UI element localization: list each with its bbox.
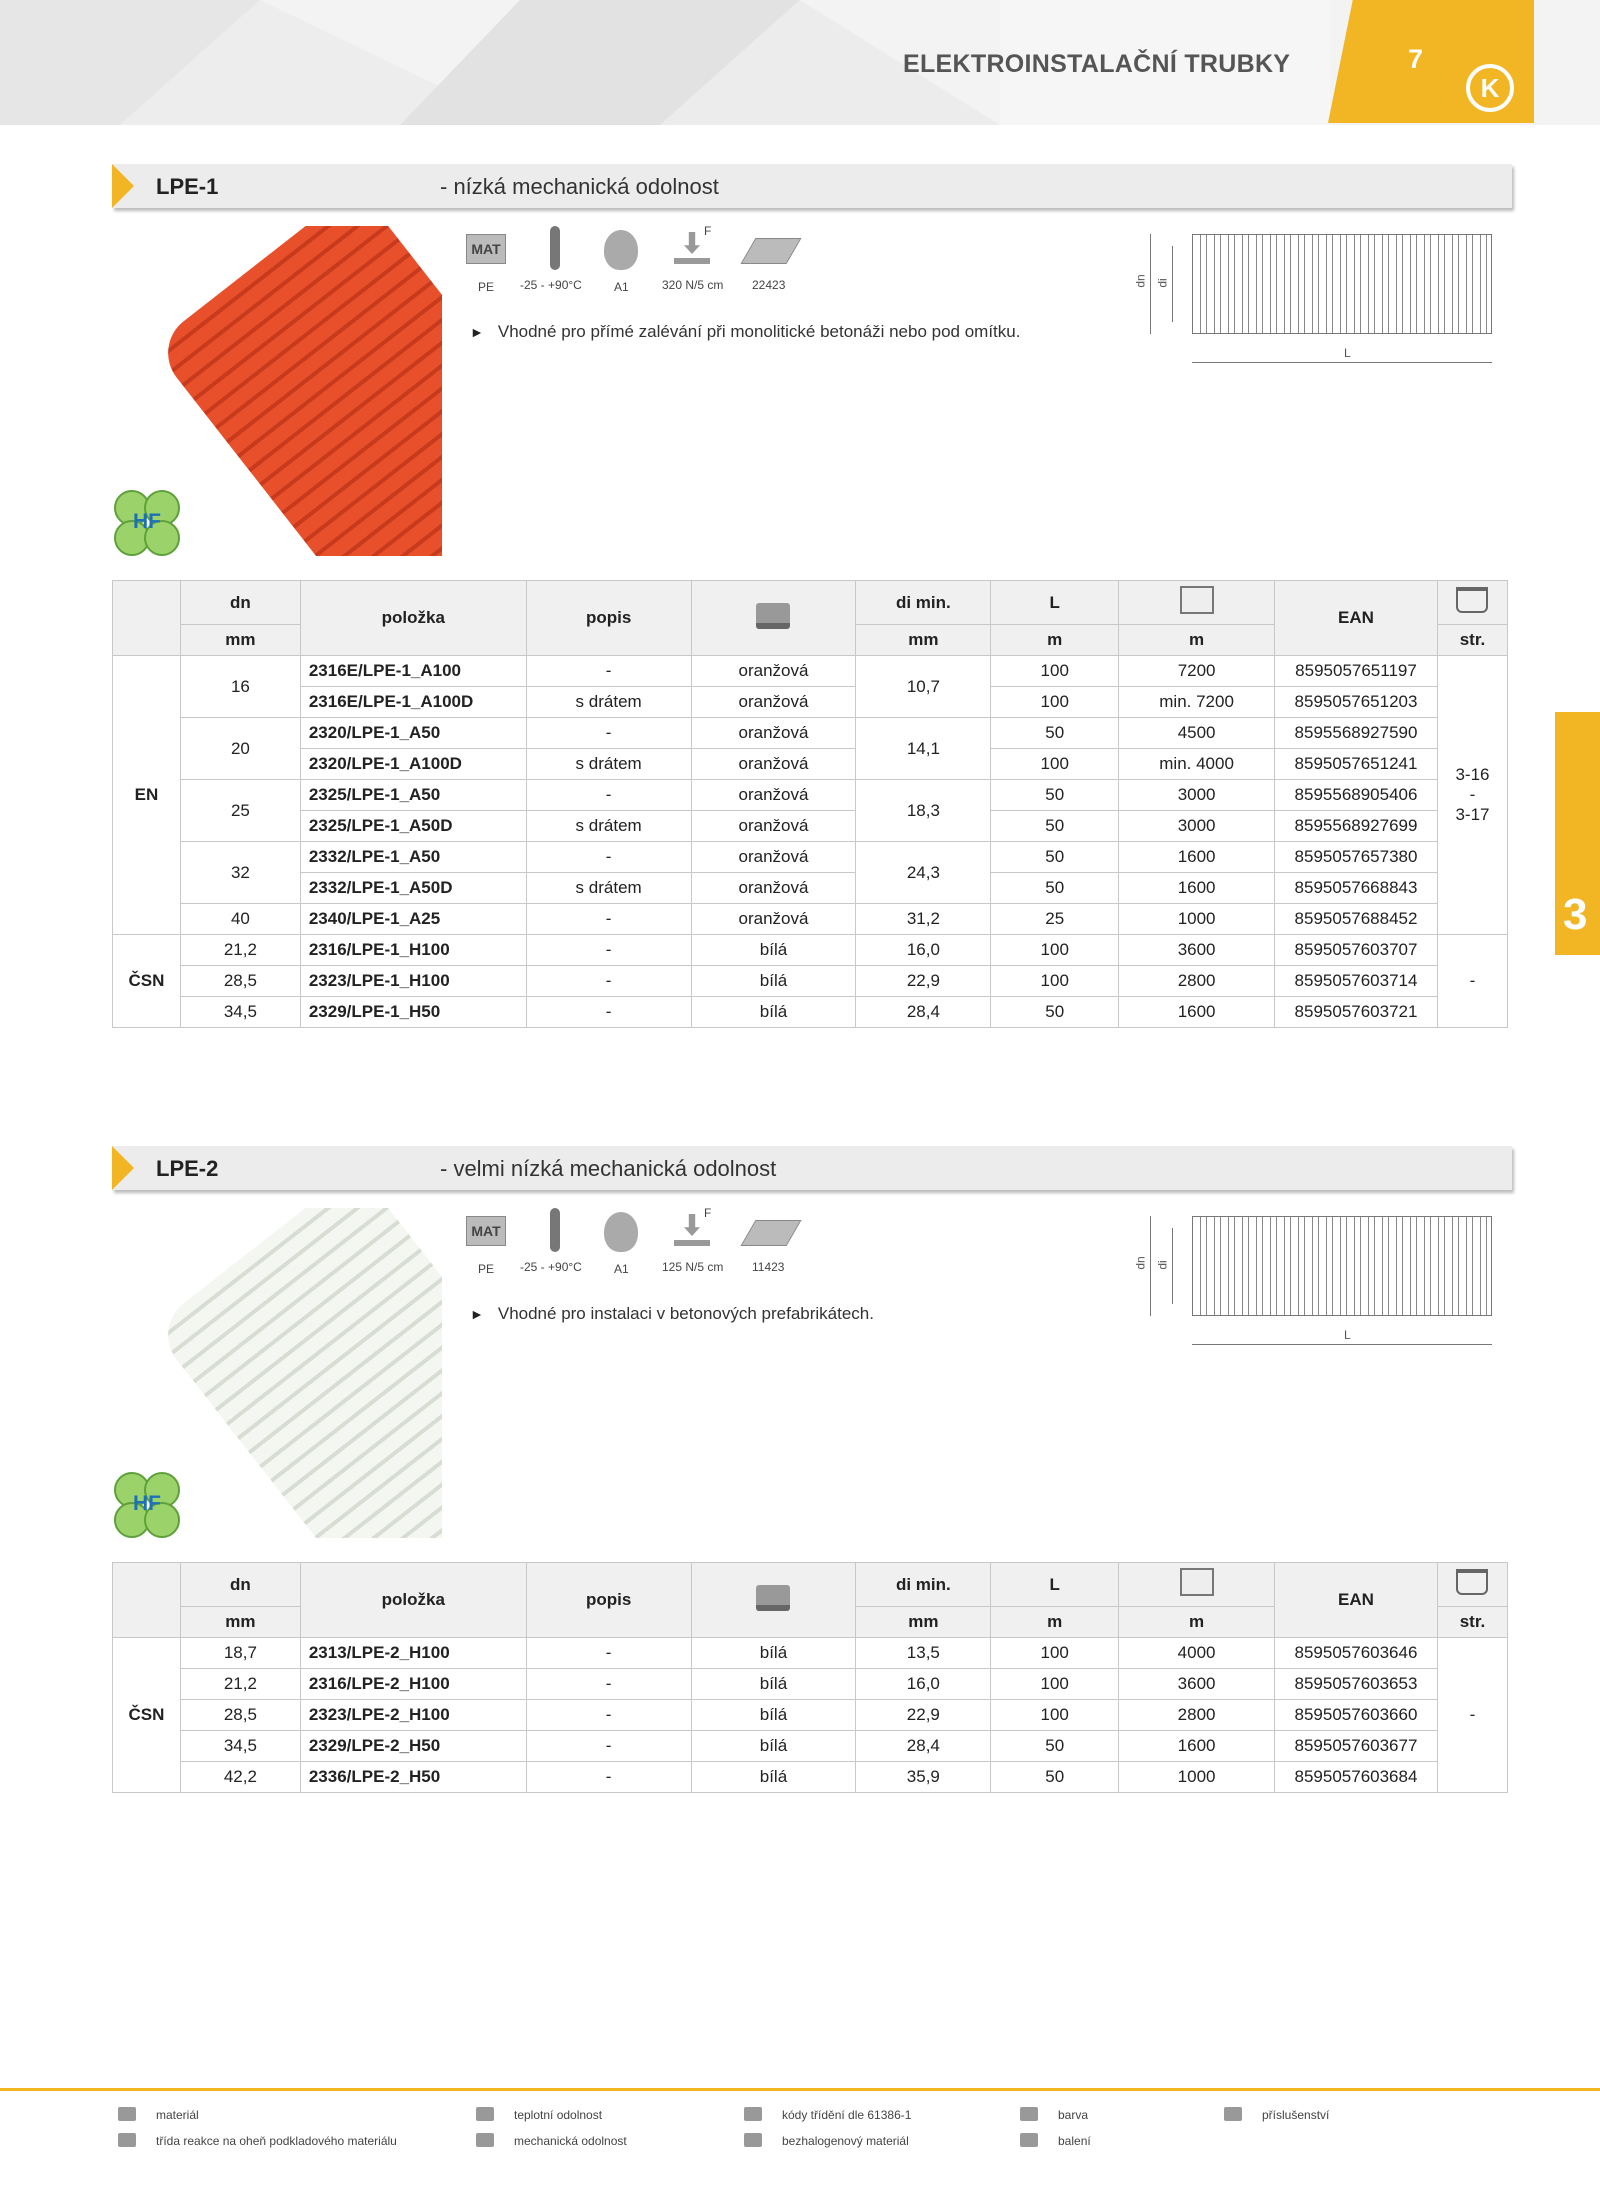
dn-cell: 28,5: [180, 1700, 300, 1731]
length-cell: 100: [991, 1700, 1119, 1731]
dn-cell: 32: [180, 842, 300, 904]
header-package-unit: m: [1119, 625, 1275, 656]
color-cell: oranžová: [691, 687, 856, 718]
dn-cell: 28,5: [180, 966, 300, 997]
section-description: - velmi nízká mechanická odolnost: [440, 1156, 777, 1181]
legend-label: barva: [1058, 2108, 1089, 2122]
material-icon: MAT: [466, 1216, 506, 1246]
header-ean: EAN: [1275, 1563, 1438, 1638]
section-arrow-icon: [112, 164, 134, 208]
page-number: 7: [1408, 44, 1424, 74]
length-cell: 100: [991, 656, 1119, 687]
description-cell: -: [526, 656, 691, 687]
di-cell: 13,5: [856, 1638, 991, 1669]
table-row: [113, 997, 1508, 1028]
icons-row-lpe1: [462, 226, 812, 306]
header-dn: dn: [180, 1563, 300, 1607]
header-color: [691, 581, 856, 656]
table-row: [113, 811, 1508, 842]
package-cell: 1600: [1119, 873, 1275, 904]
ean-cell: 8595057603653: [1275, 1669, 1438, 1700]
di-cell: 18,3: [856, 780, 991, 842]
length-cell: 50: [991, 997, 1119, 1028]
table-row: [113, 1638, 1508, 1669]
item-cell: 2332/LPE-1_A50: [300, 842, 526, 873]
header-di-unit: mm: [856, 1607, 991, 1638]
description-cell: s drátem: [526, 749, 691, 780]
dn-cell: 34,5: [180, 1731, 300, 1762]
header-dn: dn: [180, 581, 300, 625]
di-cell: 28,4: [856, 1731, 991, 1762]
length-cell: 50: [991, 718, 1119, 749]
thermometer-icon: [550, 1208, 560, 1252]
di-cell: 22,9: [856, 966, 991, 997]
package-cell: 1600: [1119, 1731, 1275, 1762]
di-cell: 10,7: [856, 656, 991, 718]
table-row: [113, 842, 1508, 873]
length-cell: 50: [991, 1731, 1119, 1762]
package-cell: 3600: [1119, 935, 1275, 966]
dn-cell: 16: [180, 656, 300, 718]
class-code-icon: [740, 238, 801, 264]
length-cell: 100: [991, 1669, 1119, 1700]
class-code-value: 11423: [752, 1260, 785, 1274]
tube-drawing: [1192, 1216, 1492, 1316]
table-row: [113, 904, 1508, 935]
package-icon: [1020, 2133, 1038, 2147]
class-code-value: 22423: [752, 278, 786, 292]
item-cell: 2336/LPE-2_H50: [300, 1762, 526, 1793]
length-cell: 25: [991, 904, 1119, 935]
legend-label: příslušenství: [1262, 2108, 1330, 2122]
description-cell: s drátem: [526, 873, 691, 904]
force-icon: [476, 2133, 494, 2147]
description-cell: -: [526, 842, 691, 873]
item-cell: 2329/LPE-1_H50: [300, 997, 526, 1028]
color-cell: bílá: [691, 966, 856, 997]
force-icon: F: [674, 1214, 710, 1250]
description-cell: -: [526, 1669, 691, 1700]
cart-icon: [1456, 1569, 1488, 1595]
ean-cell: 8595057603646: [1275, 1638, 1438, 1669]
group-label: ČSN: [113, 935, 181, 1028]
color-cell: bílá: [691, 997, 856, 1028]
legend-label: kódy třídění dle 61386-1: [782, 2108, 912, 2122]
item-cell: 2316E/LPE-1_A100: [300, 656, 526, 687]
header-title: ELEKTROINSTALAČNÍ TRUBKY: [903, 50, 1291, 78]
dn-label: dn: [1133, 1256, 1148, 1270]
ean-cell: 8595057603677: [1275, 1731, 1438, 1762]
item-cell: 2340/LPE-1_A25: [300, 904, 526, 935]
section-bar-lpe2: [112, 1146, 1512, 1190]
description-cell: -: [526, 997, 691, 1028]
ean-cell: 8595057603684: [1275, 1762, 1438, 1793]
company-logo: [1466, 64, 1514, 112]
header-accessories: [1437, 1563, 1507, 1607]
di-cell: 24,3: [856, 842, 991, 904]
table-row: [113, 935, 1508, 966]
group-label: ČSN: [113, 1638, 181, 1793]
header-description: popis: [526, 581, 691, 656]
header-ean: EAN: [1275, 581, 1438, 656]
ean-cell: 8595568927590: [1275, 718, 1438, 749]
di-cell: 28,4: [856, 997, 991, 1028]
package-cell: 4000: [1119, 1638, 1275, 1669]
table-row: [113, 1731, 1508, 1762]
ean-cell: 8595057651241: [1275, 749, 1438, 780]
header-length-unit: m: [991, 1607, 1119, 1638]
package-cell: 1600: [1119, 842, 1275, 873]
hf-icon: [744, 2133, 762, 2147]
length-cell: 100: [991, 935, 1119, 966]
color-cell: bílá: [691, 935, 856, 966]
length-cell: 100: [991, 966, 1119, 997]
length-cell: 50: [991, 1762, 1119, 1793]
legend-label: třída reakce na oheň podkladového materiálu: [156, 2134, 397, 2148]
description-cell: s drátem: [526, 811, 691, 842]
length-cell: 100: [991, 687, 1119, 718]
header-accessories: [1437, 581, 1507, 625]
spec-table-lpe1: [112, 580, 1508, 1028]
header-length-unit: m: [991, 625, 1119, 656]
table-row: [113, 1762, 1508, 1793]
header-str: str.: [1437, 1607, 1507, 1638]
di-label: di: [1155, 278, 1170, 288]
dn-cell: 20: [180, 718, 300, 780]
header-di: di min.: [856, 1563, 991, 1607]
group-label: EN: [113, 656, 181, 935]
logo-letter: K: [1480, 73, 1500, 103]
ean-cell: 8595057651203: [1275, 687, 1438, 718]
ean-cell: 8595057603721: [1275, 997, 1438, 1028]
icons-row-lpe2: [462, 1208, 812, 1288]
description-cell: -: [526, 1638, 691, 1669]
table-row: [113, 780, 1508, 811]
header-di: di min.: [856, 581, 991, 625]
thermometer-icon: [476, 2107, 494, 2121]
header-dn-unit: mm: [180, 1607, 300, 1638]
force-value: 125 N/5 cm: [662, 1260, 724, 1274]
di-cell: 14,1: [856, 718, 991, 780]
ean-cell: 8595057603714: [1275, 966, 1438, 997]
material-value: PE: [478, 1262, 495, 1276]
bullet-arrow-icon: ►: [470, 1306, 484, 1322]
description-cell: -: [526, 935, 691, 966]
description-cell: -: [526, 966, 691, 997]
package-icon: [1180, 586, 1214, 614]
package-cell: 1600: [1119, 997, 1275, 1028]
dn-cell: 42,2: [180, 1762, 300, 1793]
description-cell: -: [526, 780, 691, 811]
package-cell: min. 4000: [1119, 749, 1275, 780]
header-di-unit: mm: [856, 625, 991, 656]
legend-label: materiál: [156, 2108, 199, 2122]
pipe-shape: [152, 1208, 442, 1538]
package-cell: 3000: [1119, 811, 1275, 842]
di-cell: 16,0: [856, 935, 991, 966]
length-cell: 50: [991, 780, 1119, 811]
color-icon: [756, 1585, 790, 1611]
item-cell: 2316/LPE-1_H100: [300, 935, 526, 966]
di-cell: 22,9: [856, 1700, 991, 1731]
color-cell: oranžová: [691, 873, 856, 904]
color-cell: bílá: [691, 1700, 856, 1731]
package-icon: [1180, 1568, 1214, 1596]
di-cell: 31,2: [856, 904, 991, 935]
header-package: [1119, 1563, 1275, 1607]
bullet-text: Vhodné pro instalaci v betonových prefabrikátech.: [497, 1304, 874, 1323]
package-cell: min. 7200: [1119, 687, 1275, 718]
header-str: str.: [1437, 625, 1507, 656]
section-bar-lpe1: [112, 164, 1512, 208]
length-label: L: [1344, 346, 1351, 360]
table-row: [113, 656, 1508, 687]
chapter-number: 3: [1563, 890, 1588, 939]
flame-icon: [118, 2133, 136, 2147]
description-cell: -: [526, 1762, 691, 1793]
package-cell: 1000: [1119, 1762, 1275, 1793]
section-name: LPE-1: [156, 174, 219, 199]
hf-label: HF: [133, 510, 161, 533]
chapter-tab: [1555, 712, 1600, 955]
header-length: L: [991, 581, 1119, 625]
color-cell: oranžová: [691, 780, 856, 811]
header-group: [113, 1563, 181, 1638]
description-cell: s drátem: [526, 687, 691, 718]
package-cell: 3000: [1119, 780, 1275, 811]
item-cell: 2320/LPE-1_A100D: [300, 749, 526, 780]
class-code-icon: [744, 2107, 762, 2121]
ean-cell: 8595057651197: [1275, 656, 1438, 687]
di-cell: 35,9: [856, 1762, 991, 1793]
package-cell: 4500: [1119, 718, 1275, 749]
dn-cell: 18,7: [180, 1638, 300, 1669]
legend-label: bezhalogenový materiál: [782, 2134, 909, 2148]
dn-cell: 21,2: [180, 935, 300, 966]
spec-table-lpe2: [112, 1562, 1508, 1793]
color-cell: oranžová: [691, 842, 856, 873]
color-icon: [756, 603, 790, 629]
length-cell: 100: [991, 1638, 1119, 1669]
ean-cell: 8595057688452: [1275, 904, 1438, 935]
class-code-icon: [740, 1220, 801, 1246]
color-cell: bílá: [691, 1731, 856, 1762]
length-label: L: [1344, 1328, 1351, 1342]
legend-label: teplotní odolnost: [514, 2108, 603, 2122]
item-cell: 2323/LPE-2_H100: [300, 1700, 526, 1731]
dimension-drawing-lpe1: [1132, 232, 1512, 372]
dn-cell: 25: [180, 780, 300, 842]
table-row: [113, 718, 1508, 749]
temperature-value: -25 - +90°C: [520, 278, 582, 292]
flame-icon: [604, 230, 638, 270]
ean-cell: 8595568927699: [1275, 811, 1438, 842]
bullet-arrow-icon: ►: [470, 324, 484, 340]
table-row: [113, 687, 1508, 718]
color-cell: bílá: [691, 1638, 856, 1669]
di-cell: 16,0: [856, 1669, 991, 1700]
length-cell: 50: [991, 842, 1119, 873]
header-item: položka: [300, 581, 526, 656]
header-color: [691, 1563, 856, 1638]
package-cell: 2800: [1119, 966, 1275, 997]
color-cell: oranžová: [691, 904, 856, 935]
flame-value: A1: [614, 1262, 629, 1276]
color-cell: oranžová: [691, 749, 856, 780]
ean-cell: 8595057657380: [1275, 842, 1438, 873]
bullet-lpe1: [470, 322, 1020, 342]
material-value: PE: [478, 280, 495, 294]
hf-badge: [112, 488, 182, 558]
ean-cell: 8595057603660: [1275, 1700, 1438, 1731]
cart-icon: [1224, 2107, 1242, 2121]
ean-cell: 8595057603707: [1275, 935, 1438, 966]
legend-label: balení: [1058, 2134, 1091, 2148]
di-label: di: [1155, 1260, 1170, 1270]
table-row: [113, 749, 1508, 780]
header-length: L: [991, 1563, 1119, 1607]
str-cell: 3-16 - 3-17: [1437, 656, 1507, 935]
item-cell: 2316/LPE-2_H100: [300, 1669, 526, 1700]
header-description: popis: [526, 1563, 691, 1638]
color-cell: oranžová: [691, 656, 856, 687]
package-cell: 7200: [1119, 656, 1275, 687]
color-cell: oranžová: [691, 718, 856, 749]
flame-icon: [604, 1212, 638, 1252]
description-cell: -: [526, 904, 691, 935]
force-icon: F: [674, 232, 710, 268]
bullet-lpe2: [470, 1304, 874, 1324]
item-cell: 2332/LPE-1_A50D: [300, 873, 526, 904]
pipe-shape: [152, 226, 442, 556]
material-icon: [118, 2107, 136, 2121]
package-cell: 2800: [1119, 1700, 1275, 1731]
item-cell: 2323/LPE-1_H100: [300, 966, 526, 997]
header-group: [113, 581, 181, 656]
legend-label: mechanická odolnost: [514, 2134, 627, 2148]
description-cell: -: [526, 1731, 691, 1762]
table-row: [113, 966, 1508, 997]
ean-cell: 8595057668843: [1275, 873, 1438, 904]
item-cell: 2313/LPE-2_H100: [300, 1638, 526, 1669]
tube-drawing: [1192, 234, 1492, 334]
table-row: [113, 1700, 1508, 1731]
section-name: LPE-2: [156, 1156, 219, 1181]
length-cell: 50: [991, 873, 1119, 904]
ean-cell: 8595568905406: [1275, 780, 1438, 811]
item-cell: 2325/LPE-1_A50: [300, 780, 526, 811]
table-row: [113, 873, 1508, 904]
item-cell: 2329/LPE-2_H50: [300, 1731, 526, 1762]
table-row: [113, 1669, 1508, 1700]
section-description: - nízká mechanická odolnost: [440, 174, 719, 199]
dn-cell: 21,2: [180, 1669, 300, 1700]
hf-label: HF: [133, 1492, 161, 1515]
hf-badge: [112, 1470, 182, 1540]
cart-icon: [1456, 587, 1488, 613]
header-dn-unit: mm: [180, 625, 300, 656]
color-cell: bílá: [691, 1762, 856, 1793]
temperature-value: -25 - +90°C: [520, 1260, 582, 1274]
length-cell: 100: [991, 749, 1119, 780]
str-cell: -: [1437, 1638, 1507, 1793]
color-icon: [1020, 2107, 1038, 2121]
description-cell: -: [526, 718, 691, 749]
dn-cell: 34,5: [180, 997, 300, 1028]
description-cell: -: [526, 1700, 691, 1731]
thermometer-icon: [550, 226, 560, 270]
item-cell: 2316E/LPE-1_A100D: [300, 687, 526, 718]
force-value: 320 N/5 cm: [662, 278, 724, 292]
item-cell: 2325/LPE-1_A50D: [300, 811, 526, 842]
flame-value: A1: [614, 280, 629, 294]
dn-cell: 40: [180, 904, 300, 935]
bullet-text: Vhodné pro přímé zalévání při monolitické betonáži nebo pod omítku.: [497, 322, 1021, 341]
material-icon: MAT: [466, 234, 506, 264]
section-arrow-icon: [112, 1146, 134, 1190]
color-cell: oranžová: [691, 811, 856, 842]
str-cell: -: [1437, 935, 1507, 1028]
dn-label: dn: [1133, 274, 1148, 288]
length-cell: 50: [991, 811, 1119, 842]
dimension-drawing-lpe2: [1132, 1214, 1512, 1354]
package-cell: 1000: [1119, 904, 1275, 935]
color-cell: bílá: [691, 1669, 856, 1700]
header-package-unit: m: [1119, 1607, 1275, 1638]
item-cell: 2320/LPE-1_A50: [300, 718, 526, 749]
header-item: položka: [300, 1563, 526, 1638]
header-package: [1119, 581, 1275, 625]
package-cell: 3600: [1119, 1669, 1275, 1700]
footer-line: [0, 2088, 1600, 2091]
